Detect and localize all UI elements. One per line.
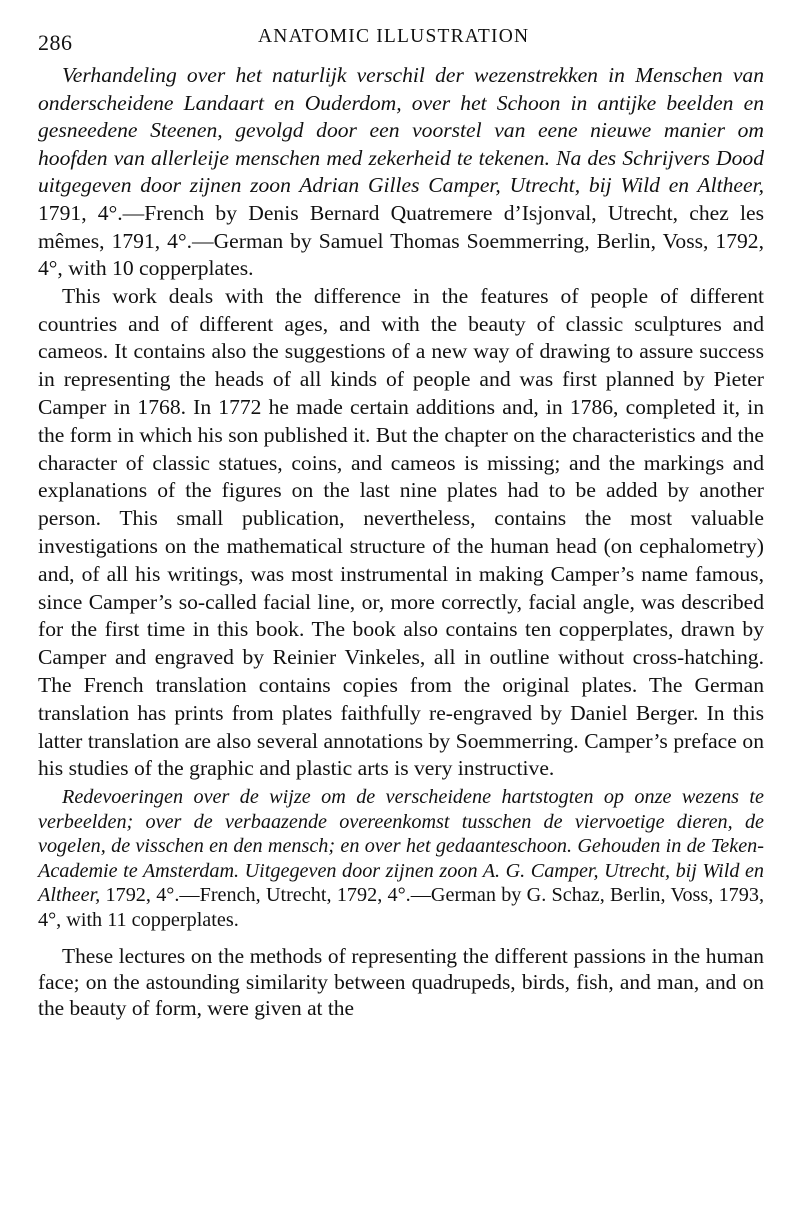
page-header [38, 22, 764, 62]
book-page [38, 22, 764, 1021]
bibliography-entry [38, 62, 764, 283]
running-head: ANATOMIC ILLUSTRATION [258, 26, 530, 47]
entry-details: 1791, 4°.—French by Denis Bernard Quatremere d’Isjonval, Utrecht, chez les mêmes, 1791, 4°.—German by Samuel Thomas Soemmerring, Berlin, Voss, 1792, 4°, with 10 copperplates. [38, 200, 764, 281]
body-paragraph: This work deals with the difference in the features of people of different countries and of different ages, and with the beauty of classic sculptures and cameos. It contains also the suggestions of a new way of drawing to assure success in representing the heads of all kinds of people and was first planned by Pieter Camper in 1768. In 1772 he made certain additions and, in 1786, completed it, in the form in which his son published it. But the chapter on the characteristics and the character of classic statues, coins, and cameos is missing; and the markings and explanations of the figures on the last nine plates had to be added by another person. This small publication, nevertheless, contains the most valuable investigations on the mathematical structure of the human head (on cephalometry) and, of all his writings, was most instrumental in making Camper’s name famous, since Camper’s so-called facial line, or, more correctly, facial angle, was described for the first time in this book. The book also contains ten copperplates, drawn by Camper and engraved by Reinier Vinkeles, all in outline without cross-hatching. The French translation contains copies from the original plates. The German translation has prints from plates faithfully re-engraved by Daniel Berger. In this latter translation are also several annotations by Soemmerring. Camper’s preface on his studies of the graphic and plastic arts is very instructive. [38, 283, 764, 781]
bibliography-entry [38, 785, 764, 933]
entry-title: Redevoeringen over de wijze om de verscheidene hartstogten op onze wezens te verbeelden; over de verbaazende overeenkomst tusschen de viervoetige dieren, de vogelen, de visschen en den mensch; en over het gedaanteschoon. Gehouden in de Teken-Academie te Amsterdam. Uitgegeven door zijnen zoon A. G. Camper, Utrecht, bij Wild en Altheer, [38, 786, 764, 907]
page-number: 286 [38, 30, 73, 55]
entry-title: Verhandeling over het naturlijk verschil der wezenstrekken in Menschen van onderscheidene Landaart en Ouderdom, over het Schoon in antijke beelden en gesneedene Steenen, gevolgd door een voorstel van eene nieuwe manier om hoofden van allerleije menschen med zekerheid te tekenen. Na des Schrijvers Dood uitgegeven door zijnen zoon Adrian Gilles Camper, Utrecht, bij Wild en Altheer, [38, 63, 764, 198]
body-paragraph: These lectures on the methods of representing the different passions in the human face; on the astounding similarity between quadrupeds, birds, fish, and man, and on the beauty of form, were given at the [38, 943, 764, 1020]
entry-details: 1792, 4°.—French, Utrecht, 1792, 4°.—German by G. Schaz, Berlin, Voss, 1793, 4°, with 11 copperplates. [38, 884, 764, 932]
